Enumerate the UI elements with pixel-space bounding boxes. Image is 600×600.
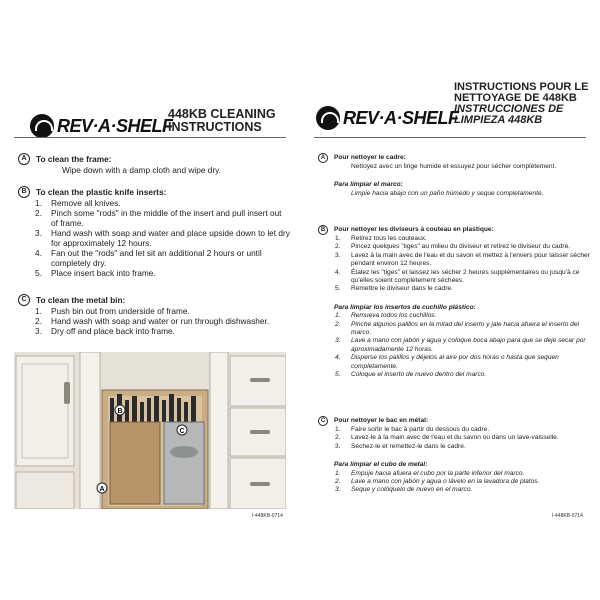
step-item: [35, 228, 290, 248]
step-number: 1.: [335, 312, 341, 320]
step-number: 5.: [335, 285, 341, 293]
step-item: [35, 248, 290, 268]
step-item: [335, 252, 590, 269]
title-line-4: LIMPIEZA 448KB: [454, 114, 543, 126]
section-c-badge: C: [18, 294, 30, 306]
step-item: [35, 306, 290, 316]
title-line-1: 448KB CLEANING: [168, 107, 276, 121]
product-photo: [14, 352, 286, 509]
french-spanish-instruction-sheet: [300, 0, 600, 600]
step-text: Pinche algunos palillos en la mitad del inserto y jale hacia afuera el inserto del marco.: [351, 320, 579, 337]
step-text: Lavez à la main avec de l'eau et du savon et mettez à l'envers pour laisser sécher pendant environ 12 heures.: [351, 251, 590, 268]
section-c-badge: C: [318, 416, 328, 426]
section-c-title: To clean the metal bin:: [36, 295, 126, 305]
step-number: 1.: [335, 235, 341, 242]
step-item: [335, 321, 590, 338]
step-number: 2.: [335, 478, 341, 486]
section-c-heading: [318, 416, 590, 426]
section-a-title: Pour nettoyer le cadre:: [334, 153, 406, 161]
header-divider: [14, 137, 286, 138]
step-text: Hand wash with soap and water and place upside down to let dry for approximately 12 hours.: [51, 228, 290, 248]
step-item: [35, 268, 290, 278]
section-b-badge: B: [318, 225, 328, 235]
section-c-es-title: Para limpiar el cubo de metal:: [334, 461, 428, 469]
step-text: Disperse los palillos y déjelos al aire por dos horas o hasta que sequen completamente.: [351, 354, 559, 370]
step-item: [335, 371, 590, 379]
callout-c: C: [179, 428, 185, 435]
step-text: Lavez-le à la main avec de l'eau et du savon ou dans un lave-vaisselle.: [351, 434, 559, 442]
step-text: Push bin out from underside of frame.: [51, 306, 190, 316]
section-c-steps: [35, 306, 290, 336]
section-a-es-title: Para limpiar el marco:: [334, 181, 403, 189]
step-number: 1.: [35, 306, 42, 316]
step-item: [35, 326, 290, 336]
step-number: 3.: [35, 228, 42, 238]
step-item: [35, 198, 290, 208]
rev-a-shelf-logo: [30, 114, 173, 138]
section-b-steps: [335, 235, 590, 294]
step-number: 5.: [35, 268, 42, 278]
section-a-badge: A: [18, 153, 30, 165]
section-a: [18, 153, 288, 175]
step-number: 3.: [335, 442, 341, 450]
logo-wordmark: REV·A·SHELF: [57, 115, 173, 136]
step-number: 1.: [335, 426, 341, 433]
section-a-heading: [318, 153, 590, 163]
document-code: I-448KB-0714: [252, 513, 283, 519]
step-number: 3.: [335, 486, 341, 494]
section-b-title: To clean the plastic knife inserts:: [36, 187, 167, 197]
kitchen-cabinet-illustration: [14, 352, 286, 509]
section-c: [318, 416, 590, 495]
step-text: Remettre le diviseur dans le cadre.: [351, 285, 453, 293]
step-text: Coloque el inserto de nuevo dentro del marco.: [351, 371, 487, 379]
step-item: [335, 478, 590, 486]
section-c-steps: [335, 426, 590, 451]
section-a-title: To clean the frame:: [36, 154, 112, 164]
document-code: I-448KB-0714: [552, 513, 583, 519]
step-item: [335, 443, 590, 451]
step-text: Place insert back into frame.: [51, 268, 156, 278]
step-number: 2.: [335, 243, 341, 251]
step-number: 3.: [35, 326, 42, 336]
step-text: Empuje hacia afuera el cubo por la parte inferior del marco.: [351, 469, 525, 477]
step-number: 2.: [35, 208, 42, 218]
step-item: [335, 426, 590, 434]
step-item: [335, 235, 590, 243]
logo-emblem-icon: [30, 114, 54, 138]
section-b-steps: [35, 198, 290, 278]
step-item: [335, 285, 590, 293]
step-text: Pinch some "rods" in the middle of the insert and pull insert out of frame.: [51, 208, 282, 228]
title-line-2: INSTRUCTIONS: [168, 120, 262, 134]
step-number: 1.: [35, 198, 42, 208]
step-item: [335, 486, 590, 494]
step-item: [335, 470, 590, 478]
page-title: [454, 82, 588, 126]
title-line-2: NETTOYAGE DE 448KB: [454, 92, 577, 104]
step-number: 1.: [335, 469, 341, 477]
section-c: [18, 294, 290, 336]
step-number: 2.: [335, 320, 341, 328]
header-divider: [314, 137, 586, 138]
step-text: Séchez-le et remettez-le dans le cadre.: [351, 442, 466, 450]
step-item: [35, 316, 290, 326]
step-text: Lave a mano con jabón y agua y coloque boca abajo para que se deje secar por aproximadamente 12 horas.: [351, 337, 586, 353]
step-text: Étalez les "tiges" et laissez les sécher 2 heures supplémentaires ou jusqu'à ce qu'elles soient complètement séchées.: [351, 268, 580, 285]
step-text: Hand wash with soap and water or run through dishwasher.: [51, 316, 270, 326]
step-item: [335, 354, 590, 371]
section-c-title: Pour nettoyer le bac en métal:: [334, 416, 429, 424]
title-line-3: INSTRUCCIONES DE: [454, 103, 564, 115]
step-number: 5.: [335, 371, 341, 379]
step-text: Remueva todos los cuchillos.: [351, 312, 437, 320]
section-c-es-steps: [335, 470, 590, 495]
logo-wordmark: REV·A·SHELF: [343, 107, 459, 128]
step-item: [335, 269, 590, 286]
callout-a: A: [99, 486, 105, 493]
section-b-es-title: Para limpiar los insertos de cuchillo plástico:: [334, 303, 476, 311]
step-text: Pincez quelques "tiges" au milieu du diviseur et retirez le diviseur du cadre.: [351, 243, 571, 251]
step-number: 2.: [35, 316, 42, 326]
step-number: 3.: [335, 337, 341, 345]
step-text: Lave a mano con jabón y agua o lávelo en la lavadora de platos.: [351, 478, 540, 486]
callout-b: B: [117, 408, 123, 415]
step-item: [335, 337, 590, 354]
section-b-heading: [18, 186, 290, 198]
section-b: [18, 186, 290, 278]
step-text: Retirez tous les couteaux.: [351, 235, 427, 242]
section-b: [318, 225, 590, 380]
step-item: [335, 434, 590, 442]
step-number: 4.: [35, 248, 42, 258]
section-b-es-steps: [335, 312, 590, 379]
section-b-badge: B: [18, 186, 30, 198]
title-line-1: INSTRUCTIONS POUR LE: [454, 81, 589, 93]
step-text: Faire sortir le bac à partir du dessous du cadre.: [351, 426, 490, 433]
step-item: [35, 208, 290, 228]
section-a-badge: A: [318, 153, 328, 163]
section-a-text: Nettoyez avec un linge humide et essuyez pour sécher complètement.: [351, 163, 557, 170]
page-title: [168, 108, 276, 134]
step-number: 4.: [335, 268, 341, 276]
step-text: Remove all knives.: [51, 198, 121, 208]
step-number: 2.: [335, 434, 341, 442]
step-item: [335, 243, 590, 251]
rev-a-shelf-logo: [316, 106, 459, 130]
step-item: [335, 312, 590, 320]
section-a-es-text: Limpie hacia abajo con un paño húmedo y seque completamente.: [351, 189, 544, 197]
step-text: Dry off and place back into frame.: [51, 326, 175, 336]
section-b-title: Pour nettoyer les diviseurs à couteau en plastique:: [334, 225, 494, 233]
section-a-text: Wipe down with a damp cloth and wipe dry.: [62, 165, 221, 175]
step-number: 3.: [335, 251, 341, 259]
step-text: Fan out the "rods" and let sit an additional 2 hours or until completely dry.: [51, 248, 262, 268]
step-number: 4.: [335, 354, 341, 362]
section-c-heading: [18, 294, 290, 306]
section-a: [318, 153, 590, 198]
step-text: Seque y colóquelo de nuevo en el marco.: [351, 486, 473, 494]
logo-emblem-icon: [316, 106, 340, 130]
section-b-heading: [318, 225, 590, 235]
section-a-heading: [18, 153, 288, 165]
